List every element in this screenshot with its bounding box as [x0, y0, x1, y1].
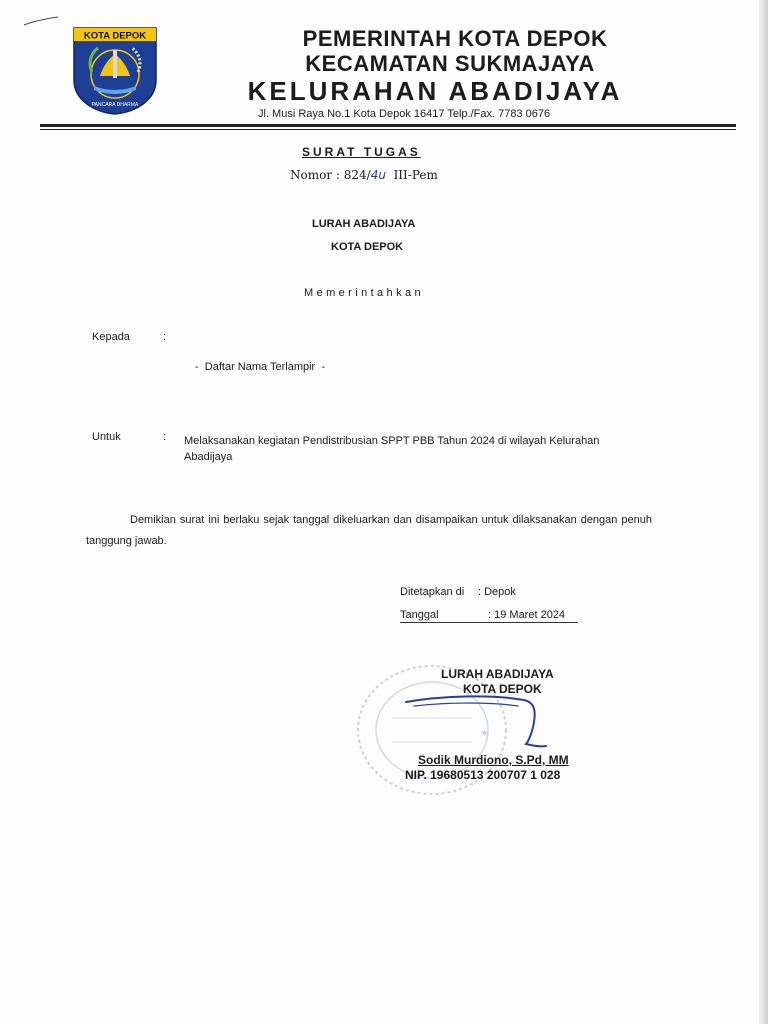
issued-date-label: Tanggal [400, 609, 439, 621]
svg-text:★: ★ [480, 728, 489, 739]
untuk-colon: : [163, 431, 167, 443]
memerintahkan-heading: Memerintahkan [304, 287, 425, 299]
issued-place-label: Ditetapkan di [400, 586, 465, 598]
letter-title: SURAT TUGAS [302, 145, 421, 159]
untuk-value-line-1: Melaksanakan kegiatan Pendistribusian SPPT PBB Tahun 2024 di wilayah Kelurahan [184, 435, 600, 447]
letterhead [210, 26, 670, 106]
kepada-value: - Daftar Nama Terlampir - [195, 361, 325, 373]
issued-date-value: : 19 Maret 2024 [488, 609, 566, 621]
untuk-label: Untuk [92, 431, 121, 443]
paper-edge-shadow [759, 0, 768, 1024]
kepada-label: Kepada [92, 331, 130, 343]
issued-place-value: : Depok [478, 586, 516, 598]
kepada-colon: : [163, 331, 167, 343]
header-line-3: KELURAHAN ABADIJAYA [247, 76, 623, 106]
kota-depok-logo-icon [70, 24, 160, 116]
letter-number-handwritten: 4u [370, 168, 386, 182]
logo-text: KOTA DEPOK [83, 30, 147, 42]
header-rule-thick [40, 124, 736, 127]
pen-mark [22, 12, 62, 28]
signatory-nip: NIP. 19680513 200707 1 028 [405, 768, 561, 782]
closing-paragraph: Demikian surat ini berlaku sejak tanggal dikeluarkan dan disampaikan untuk dilaksanakan dengan penuh tanggung jawab. [86, 514, 652, 547]
header-line-1: PEMERINTAH KOTA DEPOK [302, 26, 608, 51]
issuer-line-1: LURAH ABADIJAYA [312, 218, 416, 230]
untuk-value-line-2: Abadijaya [184, 451, 233, 463]
header-line-2: KECAMATAN SUKMAJAYA [305, 51, 595, 76]
header-rule-thin [40, 129, 736, 130]
letter-number-prefix: Nomor : 824/ [290, 168, 371, 182]
header-address: Jl. Musi Raya No.1 Kota Depok 16417 Telp./Fax. 7783 0676 [258, 108, 551, 120]
issued-date-underline [400, 622, 578, 623]
issuer-line-2: KOTA DEPOK [331, 241, 404, 253]
signatory-name: Sodik Murdiono, S.Pd, MM [418, 753, 569, 767]
signatory-title-1: LURAH ABADIJAYA [441, 667, 554, 681]
signatory-title-2: KOTA DEPOK [463, 682, 542, 696]
letter-number-suffix: III-Pem [385, 168, 438, 182]
letter-number [290, 168, 438, 182]
handwritten-signature-icon [400, 690, 560, 760]
logo-motto: PANCARA DHARMA [91, 102, 139, 108]
